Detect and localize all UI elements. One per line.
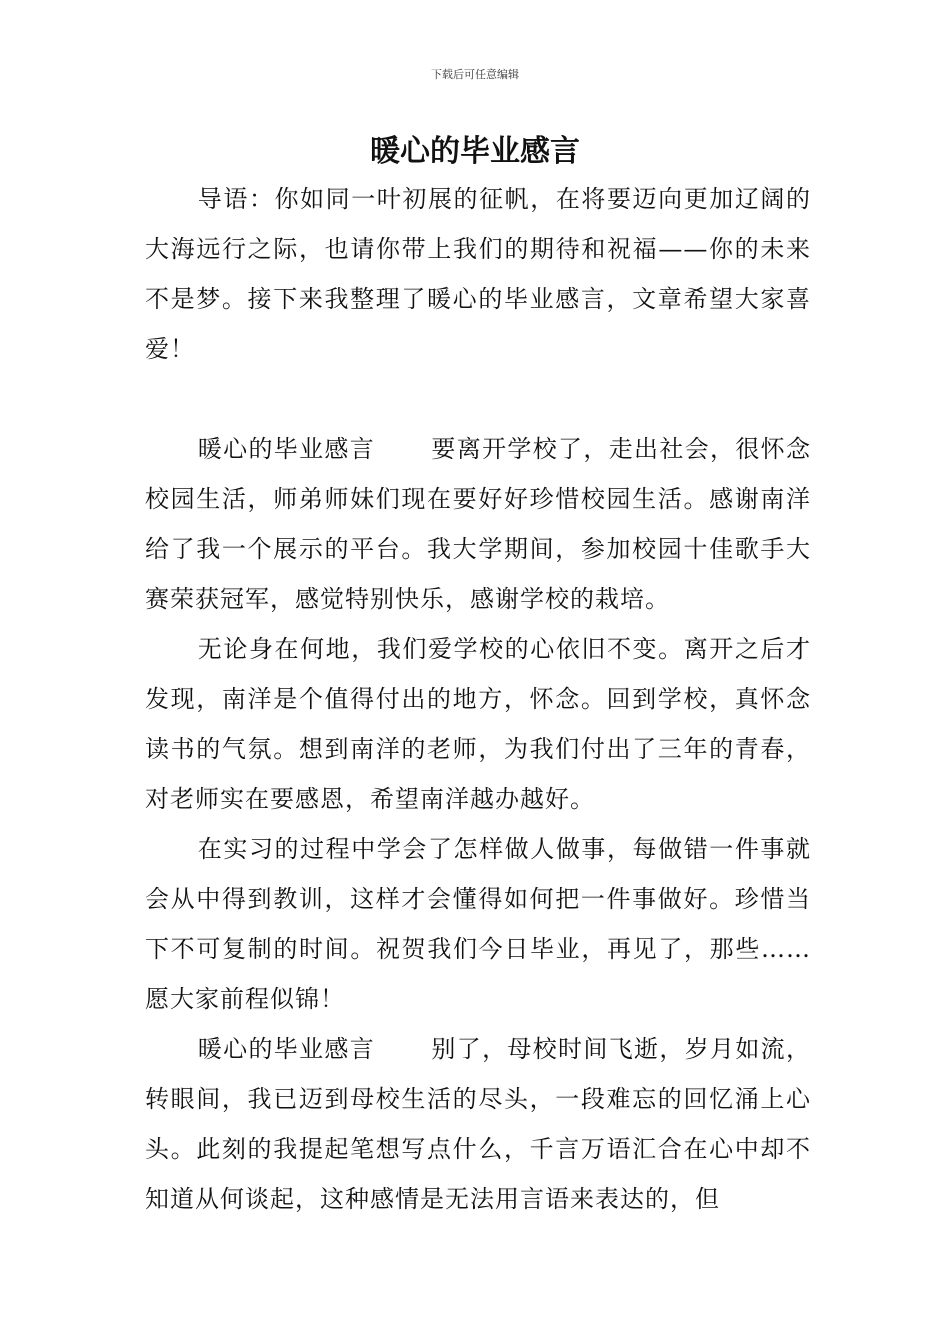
- section-paragraph-1: [145, 424, 811, 624]
- section-body-2: 别了，母校时间飞逝，岁月如流，转眼间，我已迈到母校生活的尽头，一段难忘的回忆涌上心头。此刻的我提起笔想写点什么，千言万语汇合在心中却不知道从何谈起，这种感情是无法用言语来表达的，但: [145, 1035, 812, 1213]
- body-paragraph-3: 在实习的过程中学会了怎样做人做事，每做错一件事就会从中得到教训，这样才会懂得如何把一件事做好。珍惜当下不可复制的时间。祝贺我们今日毕业，再见了，那些……愿大家前程似锦！: [145, 835, 811, 1013]
- section-paragraph-2: [145, 1024, 811, 1224]
- section-heading-1: 暖心的毕业感言: [197, 435, 376, 463]
- paragraph-gap: [145, 374, 811, 424]
- page-title: 暖心的毕业感言: [370, 134, 580, 169]
- document-body: [145, 174, 811, 1224]
- header-note: 下载后可任意编辑: [431, 68, 519, 81]
- section-body-1: 要离开学校了，走出社会，很怀念校园生活，师弟师妹们现在要好好珍惜校园生活。感谢南洋给了我一个展示的平台。我大学期间，参加校园十佳歌手大赛荣获冠军，感觉特别快乐，感谢学校的栽培。: [145, 435, 812, 613]
- intro-paragraph: 导语：你如同一叶初展的征帆，在将要迈向更加辽阔的大海远行之际，也请你带上我们的期待和祝福——你的未来不是梦。接下来我整理了暖心的毕业感言，文章希望大家喜爱！: [145, 185, 811, 363]
- body-paragraph-2: 无论身在何地，我们爱学校的心依旧不变。离开之后才发现，南洋是个值得付出的地方，怀念。回到学校，真怀念读书的气氛。想到南洋的老师，为我们付出了三年的青春，对老师实在要感恩，希望南洋越办越好。: [145, 635, 811, 813]
- section-heading-2: 暖心的毕业感言: [197, 1035, 376, 1063]
